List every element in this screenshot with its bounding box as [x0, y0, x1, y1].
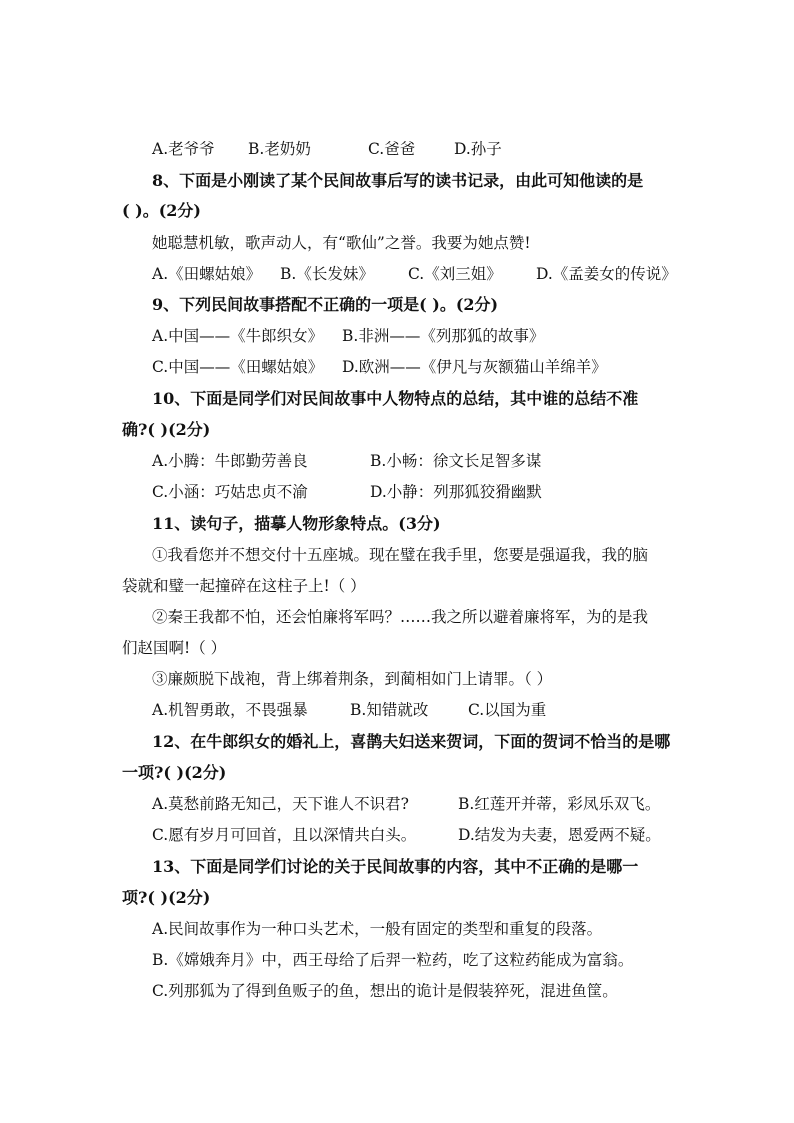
question-11-stem: 11、读句子，描摹人物形象特点。(3分): [152, 514, 441, 533]
question-13-option-b: B.《嫦娥奔月》中，西王母给了后羿一粒药，吃了这粒药能成为富翁。: [152, 951, 634, 969]
question-8-reading-note: 她聪慧机敏，歌声动人，有“歌仙”之誉。我要为她点赞!: [152, 234, 531, 252]
question-8-stem: 8、下面是小刚读了某个民间故事后写的读书记录，由此可知他读的是: [152, 171, 644, 190]
option-a: A.老爷爷: [152, 140, 215, 158]
option-d: D.《孟姜女的传说》: [536, 265, 677, 283]
question-9-options-row2: [152, 357, 607, 377]
question-11-sentence-3: ③廉颇脱下战袍，背上绑着荆条，到蔺相如门上请罪。（ ）: [152, 670, 553, 688]
question-12-stem: 12、在牛郎织女的婚礼上，喜鹊夫妇送来贺词，下面的贺词不恰当的是哪: [152, 732, 671, 751]
question-11-options: [152, 700, 546, 720]
option-c: C.中国——《田螺姑娘》: [152, 358, 324, 376]
question-8-stem-cont: ( )。(2分): [122, 201, 201, 220]
question-10-options-row1: [152, 451, 541, 471]
option-b: B.《长发妹》: [280, 265, 374, 283]
question-8-options: [152, 264, 677, 284]
question-9-stem: 9、下列民间故事搭配不正确的一项是( )。(2分): [152, 295, 499, 314]
option-a: A.机智勇敢，不畏强暴: [152, 701, 308, 719]
option-c: C.愿有岁月可回首，且以深情共白头。: [152, 826, 417, 844]
option-d: D.孙子: [454, 140, 502, 158]
option-c: C.爸爸: [368, 140, 416, 158]
option-b: B.知错就改: [350, 701, 429, 719]
option-c: C.以国为重: [468, 701, 547, 719]
question-11-sentence-1-cont: 袋就和璧一起撞碎在这柱子上!（ ）: [122, 577, 366, 595]
question-10-stem-cont: 确?( )(2分): [122, 420, 211, 439]
option-a: A.莫愁前路无知己，天下谁人不识君?: [152, 795, 409, 813]
option-c: C.小涵：巧姑忠贞不渝: [152, 483, 308, 501]
option-b: B.小畅：徐文长足智多谋: [370, 452, 542, 470]
option-a: A.中国——《牛郎织女》: [152, 327, 324, 345]
question-10-options-row2: [152, 482, 542, 502]
question-10-stem: 10、下面是同学们对民间故事中人物特点的总结，其中谁的总结不准: [152, 389, 639, 408]
option-d: D.欧洲——《伊凡与灰额猫山羊绵羊》: [342, 358, 607, 376]
question-7-options: [152, 139, 502, 159]
question-12-options-row1: [152, 794, 660, 814]
question-9-options-row1: [152, 326, 544, 346]
question-11-sentence-1: ①我看您并不想交付十五座城。现在璧在我手里，您要是强逼我，我的脑: [152, 546, 649, 564]
option-b: B.老奶奶: [248, 140, 311, 158]
option-d: D.小静：列那狐狡猾幽默: [370, 483, 542, 501]
option-c: C.《刘三姐》: [408, 265, 502, 283]
question-13-stem-cont: 项?( )(2分): [122, 888, 211, 907]
option-b: B.非洲——《列那狐的故事》: [342, 327, 545, 345]
question-13-stem: 13、下面是同学们讨论的关于民间故事的内容，其中不正确的是哪一: [152, 857, 639, 876]
option-a: A.小腾：牛郎勤劳善良: [152, 452, 308, 470]
question-12-stem-cont: 一项?( )(2分): [122, 763, 227, 782]
question-11-sentence-2: ②秦王我都不怕，还会怕廉将军吗？……我之所以避着廉将军，为的是我: [152, 608, 649, 626]
question-13-option-c: C.列那狐为了得到鱼贩子的鱼，想出的诡计是假装猝死，混进鱼筐。: [152, 982, 618, 1000]
question-12-options-row2: [152, 825, 661, 845]
question-13-option-a: A.民间故事作为一种口头艺术，一般有固定的类型和重复的段落。: [152, 920, 603, 938]
option-d: D.结发为夫妻，恩爱两不疑。: [458, 826, 661, 844]
question-11-sentence-2-cont: 们赵国啊!（ ）: [122, 639, 227, 657]
option-a: A.《田螺姑娘》: [152, 265, 262, 283]
option-b: B.红莲开并蒂，彩凤乐双飞。: [458, 795, 661, 813]
